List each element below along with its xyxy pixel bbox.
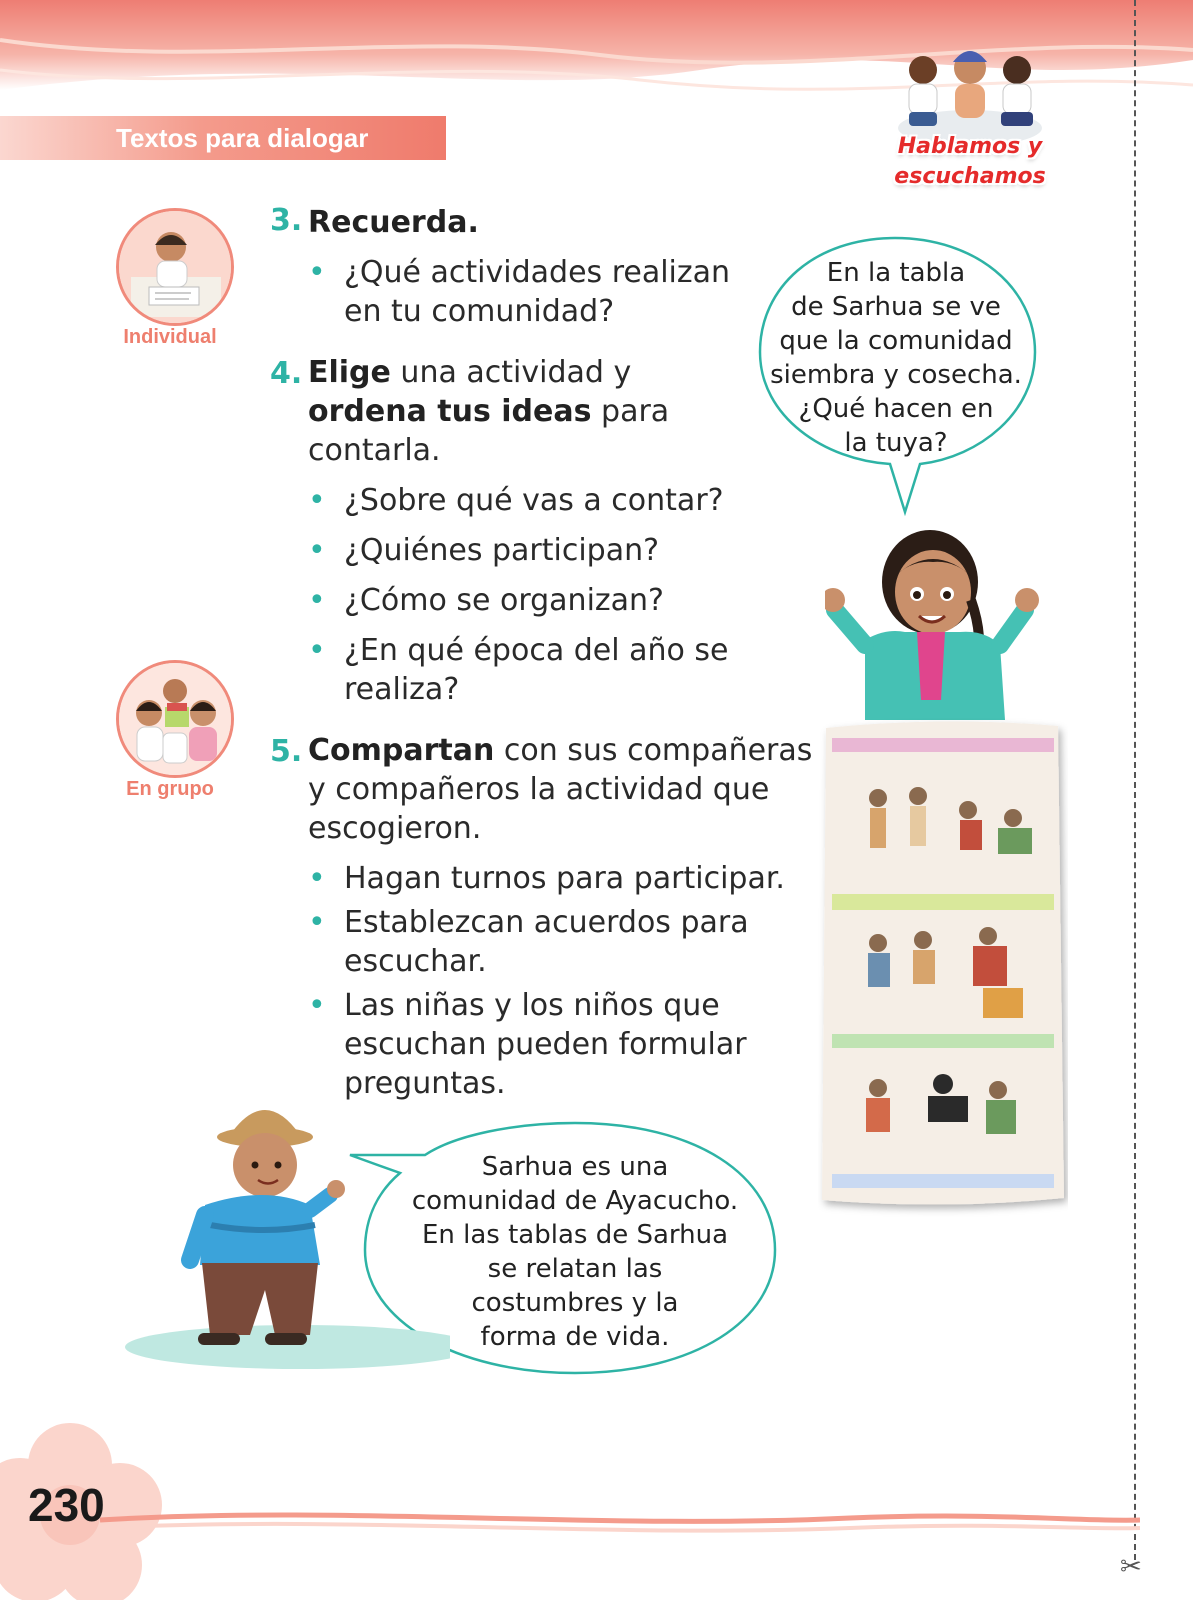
bullet-text: ¿Cómo se organizan? xyxy=(344,583,664,618)
bullet-dot-icon: • xyxy=(308,483,326,518)
bullet-text: ¿Sobre qué vas a contar? xyxy=(344,483,724,518)
scissors-icon: ✂ xyxy=(1120,1552,1142,1582)
group-work-icon xyxy=(116,660,234,778)
bullet-dot-icon: • xyxy=(308,861,326,896)
boy-illustration xyxy=(110,1085,450,1375)
activity-number: 5. xyxy=(270,734,303,769)
bullet-text: ¿En qué época del año se realiza? xyxy=(344,633,729,707)
bullet-dot-icon: • xyxy=(308,255,326,290)
activity-instruction: Elige una actividad y ordena tus ideas para contarla. xyxy=(308,355,670,468)
section-tab xyxy=(0,116,446,160)
bullet-dot-icon: • xyxy=(308,533,326,568)
activity-instruction: Compartan con sus compañeras y compañeros la actividad que escogieron. xyxy=(308,733,813,846)
bullet-text: Establezcan acuerdos para escuchar. xyxy=(344,905,749,979)
badge-label-line-1: Hablamos y xyxy=(897,134,1043,159)
bullet-text: ¿Quiénes participan? xyxy=(344,533,660,568)
group-label: En grupo xyxy=(126,778,214,800)
bullet-text: ¿Qué actividades realizan en tu comunidad? xyxy=(344,255,731,329)
bullet-dot-icon: • xyxy=(308,633,326,668)
cut-line xyxy=(1134,0,1136,1560)
activity-number: 4. xyxy=(270,356,303,391)
girl-bubble-text: En la tabla de Sarhua se ve que la comunidad siembra y cosecha. ¿Qué hacen en la tuya? xyxy=(770,258,1022,458)
bullet-text: Hagan turnos para participar. xyxy=(344,861,785,896)
activity-verb: Recuerda. xyxy=(308,205,479,240)
bullet-text: Las niñas y los niños que escuchan pueden formular preguntas. xyxy=(344,988,747,1101)
skill-badge-label xyxy=(880,132,1060,192)
girl-illustration xyxy=(825,520,1040,730)
boy-bubble-text: Sarhua es una comunidad de Ayacucho. En las tablas de Sarhua se relatan las costumbres y la forma de vida. xyxy=(411,1152,739,1352)
activity-number: 3. xyxy=(270,203,303,238)
individual-label: Individual xyxy=(123,326,217,348)
section-title: Textos para dialogar xyxy=(116,123,369,153)
bullet-dot-icon: • xyxy=(308,583,326,618)
bullet-dot-icon: • xyxy=(308,988,326,1023)
sarhua-board-illustration xyxy=(818,718,1068,1218)
badge-label-line-2: escuchamos xyxy=(894,164,1046,189)
individual-work-icon xyxy=(116,208,234,326)
bullet-dot-icon: • xyxy=(308,905,326,940)
page-number: 230 xyxy=(28,1479,105,1531)
footer-wave-decoration xyxy=(100,1500,1140,1550)
